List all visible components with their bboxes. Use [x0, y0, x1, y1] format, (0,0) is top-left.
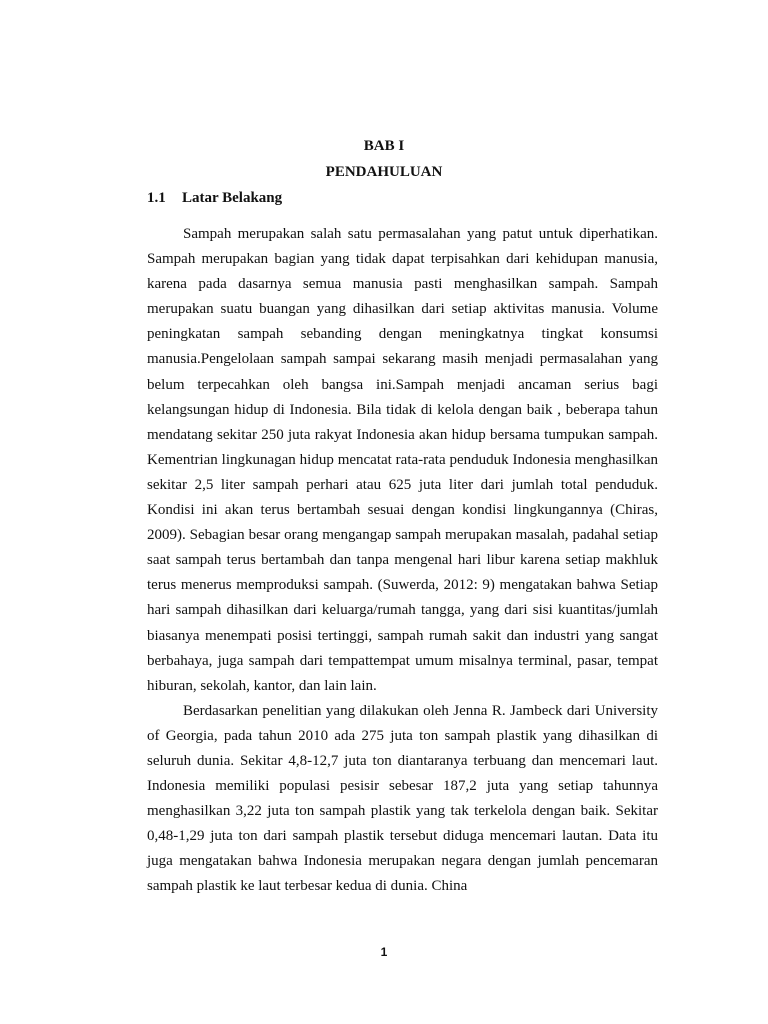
body-text [147, 222, 658, 900]
section-title: Latar Belakang [182, 190, 283, 206]
section-number: 1.1 [147, 190, 166, 206]
page-number: 1 [380, 945, 388, 959]
paragraph: Sampah merupakan salah satu permasalahan yang patut untuk diperhatikan. Sampah merupakan bagian yang tidak dapat terpisahkan dari kehidupan manusia, karena pada dasarnya semua manusia pasti menghasilkan sampah. Sampah merupakan suatu buangan yang dihasilkan dari setiap aktivitas manusia. Volume peningkatan sampah sebanding dengan meningkatnya tingkat konsumsi manusia.Pengelolaan sampah sampai sekarang masih menjadi permasalahan yang belum terpecahkan oleh bangsa ini.Sampah menjadi ancaman serius bagi kelangsungan hidup di Indonesia. Bila tidak di kelola dengan baik , beberapa tahun mendatang sekitar 250 juta rakyat Indonesia akan hidup bersama tumpukan sampah. Kementrian lingkunagan hidup mencatat rata-rata penduduk Indonesia menghasilkan sekitar 2,5 liter sampah perhari atau 625 juta liter dari jumlah total penduduk. Kondisi ini akan terus bertambah sesuai dengan kondisi lingkungannya (Chiras, 2009). Sebagian besar orang mengangap sampah merupakan masalah, padahal setiap saat sampah terus bertambah dan tanpa mengenal hari libur karena setiap makhluk terus menerus memproduksi sampah. (Suwerda, 2012: 9) mengatakan bahwa Setiap hari sampah dihasilkan dari keluarga/rumah tangga, yang dari sisi kuantitas/jumlah biasanya menempati posisi tertinggi, sampah rumah sakit dan industri yang sangat berbahaya, juga sampah dari tempattempat umum misalnya terminal, pasar, tempat hiburan, sekolah, kantor, dan lain lain. [147, 226, 658, 694]
paragraph: Berdasarkan penelitian yang dilakukan oleh Jenna R. Jambeck dari University of Georgia, pada tahun 2010 ada 275 juta ton sampah plastik yang dihasilkan di seluruh dunia. Sekitar 4,8-12,7 juta ton diantaranya terbuang dan mencemari laut. Indonesia memiliki populasi pesisir sebesar 187,2 juta yang setiap tahunnya menghasilkan 3,22 juta ton sampah plastik yang tak terkelola dengan baik. Sekitar 0,48-1,29 juta ton dari sampah plastik tersebut diduga mencemari lautan. Data itu juga mengatakan bahwa Indonesia merupakan negara dengan jumlah pencemaran sampah plastik ke laut terbesar kedua di dunia. China [147, 702, 658, 895]
chapter-number: BAB I [363, 138, 405, 154]
chapter-title: PENDAHULUAN [325, 164, 443, 180]
section-heading [147, 189, 282, 207]
